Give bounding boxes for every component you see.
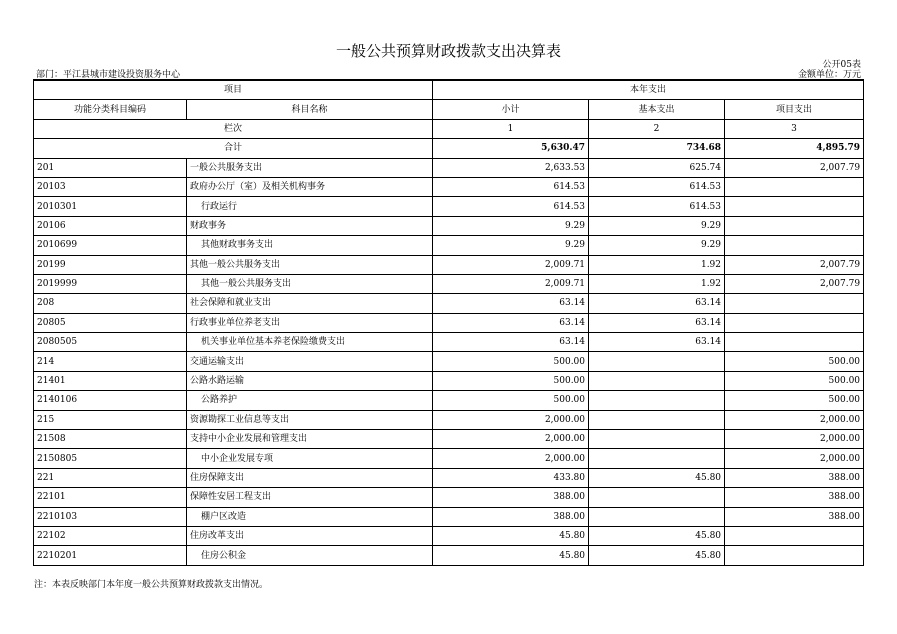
total-basic: 734.68 bbox=[589, 139, 725, 158]
row-basic bbox=[589, 371, 725, 390]
row-project bbox=[725, 294, 864, 313]
row-code: 20106 bbox=[34, 216, 187, 235]
expenditure-table bbox=[33, 79, 864, 566]
row-basic: 45.80 bbox=[589, 468, 725, 487]
table-row bbox=[34, 255, 864, 274]
row-code: 22102 bbox=[34, 526, 187, 545]
table-row bbox=[34, 294, 864, 313]
row-basic: 9.29 bbox=[589, 216, 725, 235]
row-project: 2,000.00 bbox=[725, 449, 864, 468]
row-subtotal: 45.80 bbox=[433, 546, 589, 565]
header-basic: 基本支出 bbox=[589, 100, 725, 119]
header-row-1 bbox=[34, 80, 864, 100]
table-row bbox=[34, 468, 864, 487]
row-code: 2010699 bbox=[34, 236, 187, 255]
row-subtotal: 2,000.00 bbox=[433, 410, 589, 429]
row-basic bbox=[589, 488, 725, 507]
row-code: 214 bbox=[34, 352, 187, 371]
row-name: 住房保障支出 bbox=[187, 468, 433, 487]
column-3: 3 bbox=[725, 119, 864, 138]
row-name: 棚户区改造 bbox=[187, 507, 433, 526]
table-row bbox=[34, 410, 864, 429]
row-name: 政府办公厅（室）及相关机构事务 bbox=[187, 177, 433, 196]
row-subtotal: 9.29 bbox=[433, 236, 589, 255]
row-basic bbox=[589, 352, 725, 371]
row-code: 2210201 bbox=[34, 546, 187, 565]
footnote: 注：本表反映部门本年度一般公共预算财政拨款支出情况。 bbox=[34, 580, 269, 590]
row-code: 2210103 bbox=[34, 507, 187, 526]
row-project: 500.00 bbox=[725, 371, 864, 390]
row-name: 公路养护 bbox=[187, 391, 433, 410]
table-row bbox=[34, 197, 864, 216]
row-basic: 1.92 bbox=[589, 255, 725, 274]
table-row bbox=[34, 352, 864, 371]
row-basic: 1.92 bbox=[589, 274, 725, 293]
row-basic bbox=[589, 391, 725, 410]
row-basic: 63.14 bbox=[589, 313, 725, 332]
table-row bbox=[34, 216, 864, 235]
table-row bbox=[34, 526, 864, 545]
row-code: 201 bbox=[34, 158, 187, 177]
row-basic: 614.53 bbox=[589, 197, 725, 216]
column-1: 1 bbox=[433, 119, 589, 138]
table-row bbox=[34, 333, 864, 352]
row-name: 交通运输支出 bbox=[187, 352, 433, 371]
row-subtotal: 500.00 bbox=[433, 371, 589, 390]
row-basic bbox=[589, 430, 725, 449]
row-project bbox=[725, 216, 864, 235]
row-code: 2150805 bbox=[34, 449, 187, 468]
table-row bbox=[34, 488, 864, 507]
row-basic bbox=[589, 410, 725, 429]
table-row bbox=[34, 391, 864, 410]
row-basic bbox=[589, 507, 725, 526]
row-name: 其他一般公共服务支出 bbox=[187, 274, 433, 293]
row-code: 22101 bbox=[34, 488, 187, 507]
row-subtotal: 2,000.00 bbox=[433, 449, 589, 468]
row-subtotal: 614.53 bbox=[433, 197, 589, 216]
column-label: 栏次 bbox=[34, 119, 433, 138]
row-project: 500.00 bbox=[725, 352, 864, 371]
row-name: 公路水路运输 bbox=[187, 371, 433, 390]
row-code: 21401 bbox=[34, 371, 187, 390]
row-code: 208 bbox=[34, 294, 187, 313]
row-project: 2,000.00 bbox=[725, 430, 864, 449]
row-name: 中小企业发展专项 bbox=[187, 449, 433, 468]
table-row bbox=[34, 430, 864, 449]
row-project: 388.00 bbox=[725, 507, 864, 526]
row-basic: 9.29 bbox=[589, 236, 725, 255]
row-project: 2,000.00 bbox=[725, 410, 864, 429]
row-project: 500.00 bbox=[725, 391, 864, 410]
table-row bbox=[34, 274, 864, 293]
row-name: 资源勘探工业信息等支出 bbox=[187, 410, 433, 429]
row-name: 其他一般公共服务支出 bbox=[187, 255, 433, 274]
table-row bbox=[34, 546, 864, 565]
header-name: 科目名称 bbox=[187, 100, 433, 119]
row-subtotal: 2,009.71 bbox=[433, 274, 589, 293]
row-subtotal: 388.00 bbox=[433, 488, 589, 507]
row-subtotal: 63.14 bbox=[433, 313, 589, 332]
row-project bbox=[725, 333, 864, 352]
row-code: 21508 bbox=[34, 430, 187, 449]
row-subtotal: 433.80 bbox=[433, 468, 589, 487]
table-row bbox=[34, 177, 864, 196]
row-subtotal: 2,633.53 bbox=[433, 158, 589, 177]
row-project: 2,007.79 bbox=[725, 158, 864, 177]
row-project bbox=[725, 526, 864, 545]
total-project: 4,895.79 bbox=[725, 139, 864, 158]
row-subtotal: 500.00 bbox=[433, 352, 589, 371]
row-basic: 614.53 bbox=[589, 177, 725, 196]
table-row bbox=[34, 507, 864, 526]
header-subtotal: 小计 bbox=[433, 100, 589, 119]
total-subtotal: 5,630.47 bbox=[433, 139, 589, 158]
row-project: 388.00 bbox=[725, 488, 864, 507]
table-row bbox=[34, 313, 864, 332]
row-project: 388.00 bbox=[725, 468, 864, 487]
row-code: 2140106 bbox=[34, 391, 187, 410]
row-basic: 625.74 bbox=[589, 158, 725, 177]
table-row bbox=[34, 158, 864, 177]
row-name: 其他财政事务支出 bbox=[187, 236, 433, 255]
row-name: 机关事业单位基本养老保险缴费支出 bbox=[187, 333, 433, 352]
form-number: 公开05表 bbox=[822, 60, 861, 70]
row-basic: 63.14 bbox=[589, 294, 725, 313]
row-code: 2019999 bbox=[34, 274, 187, 293]
row-project: 2,007.79 bbox=[725, 255, 864, 274]
row-subtotal: 2,000.00 bbox=[433, 430, 589, 449]
row-name: 住房改革支出 bbox=[187, 526, 433, 545]
row-name: 住房公积金 bbox=[187, 546, 433, 565]
row-code: 20199 bbox=[34, 255, 187, 274]
row-name: 社会保障和就业支出 bbox=[187, 294, 433, 313]
table-row bbox=[34, 371, 864, 390]
header-item: 项目 bbox=[34, 80, 433, 100]
row-project bbox=[725, 546, 864, 565]
row-name: 一般公共服务支出 bbox=[187, 158, 433, 177]
row-name: 行政事业单位养老支出 bbox=[187, 313, 433, 332]
row-code: 20805 bbox=[34, 313, 187, 332]
total-label: 合计 bbox=[34, 139, 433, 158]
total-row bbox=[34, 139, 864, 158]
page-title: 一般公共预算财政拨款支出决算表 bbox=[335, 42, 561, 60]
row-basic: 45.80 bbox=[589, 526, 725, 545]
row-project bbox=[725, 236, 864, 255]
header-code: 功能分类科目编码 bbox=[34, 100, 187, 119]
row-subtotal: 2,009.71 bbox=[433, 255, 589, 274]
table-row bbox=[34, 449, 864, 468]
unit-label: 金额单位：万元 bbox=[797, 70, 861, 80]
row-name: 支持中小企业发展和管理支出 bbox=[187, 430, 433, 449]
row-name: 财政事务 bbox=[187, 216, 433, 235]
row-code: 2010301 bbox=[34, 197, 187, 216]
row-name: 行政运行 bbox=[187, 197, 433, 216]
row-subtotal: 500.00 bbox=[433, 391, 589, 410]
row-subtotal: 63.14 bbox=[433, 294, 589, 313]
column-number-row bbox=[34, 119, 864, 138]
row-basic: 45.80 bbox=[589, 546, 725, 565]
department-label: 部门：平江县城市建设投资服务中心 bbox=[36, 70, 181, 80]
column-2: 2 bbox=[589, 119, 725, 138]
row-subtotal: 614.53 bbox=[433, 177, 589, 196]
table-row bbox=[34, 236, 864, 255]
row-project bbox=[725, 177, 864, 196]
row-code: 2080505 bbox=[34, 333, 187, 352]
header-current-year: 本年支出 bbox=[433, 80, 864, 100]
row-project bbox=[725, 313, 864, 332]
row-project bbox=[725, 197, 864, 216]
row-name: 保障性安居工程支出 bbox=[187, 488, 433, 507]
row-code: 221 bbox=[34, 468, 187, 487]
row-subtotal: 388.00 bbox=[433, 507, 589, 526]
row-subtotal: 9.29 bbox=[433, 216, 589, 235]
row-project: 2,007.79 bbox=[725, 274, 864, 293]
row-basic bbox=[589, 449, 725, 468]
row-subtotal: 45.80 bbox=[433, 526, 589, 545]
row-basic: 63.14 bbox=[589, 333, 725, 352]
header-project: 项目支出 bbox=[725, 100, 864, 119]
header-row-2 bbox=[34, 100, 864, 119]
row-subtotal: 63.14 bbox=[433, 333, 589, 352]
row-code: 215 bbox=[34, 410, 187, 429]
row-code: 20103 bbox=[34, 177, 187, 196]
